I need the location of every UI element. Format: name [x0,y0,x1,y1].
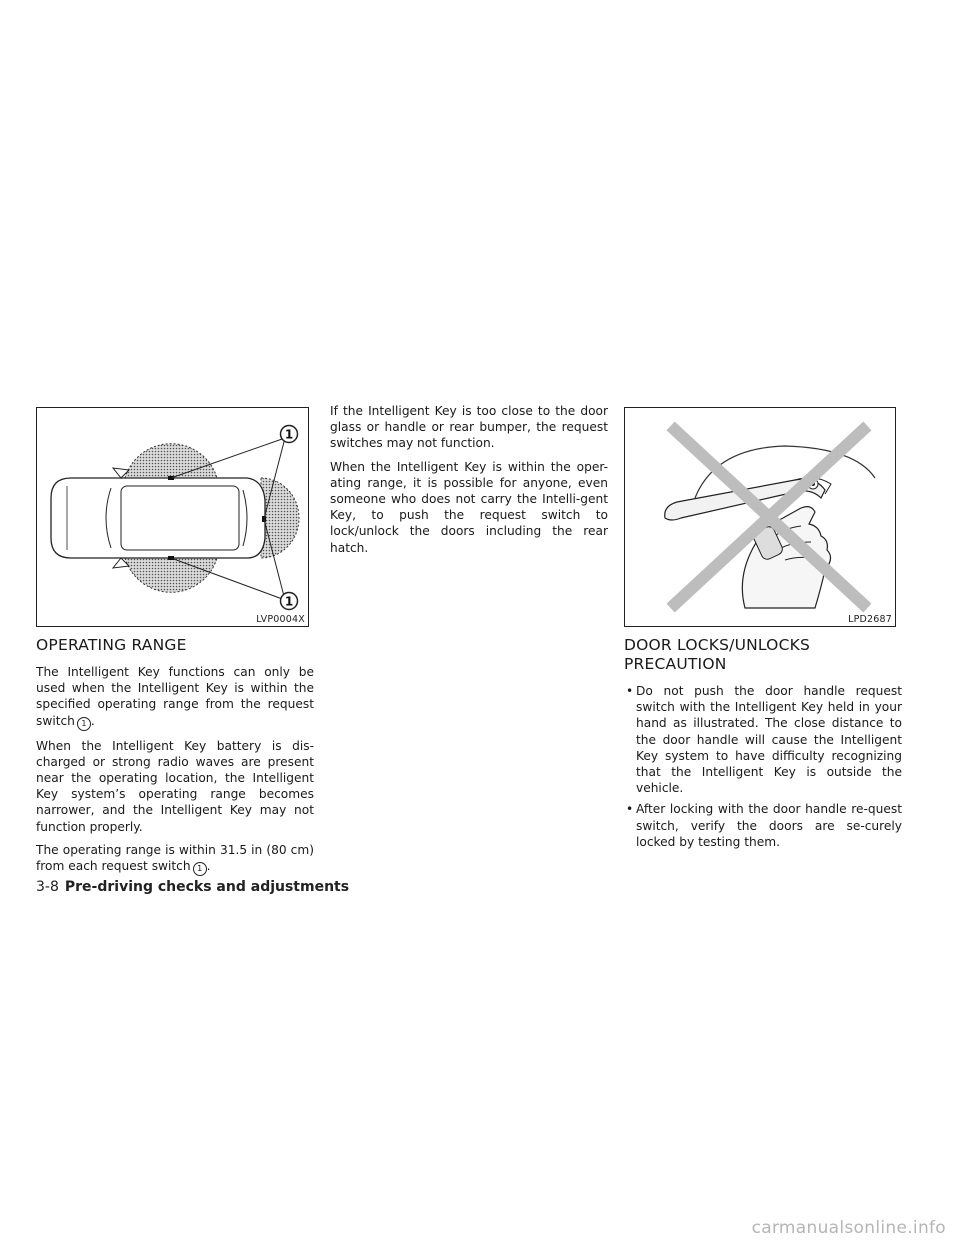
svg-text:1: 1 [284,427,294,442]
rear-range-zone [261,478,299,558]
door-handle-figure [624,407,896,627]
callout-1-badge: 1 [77,717,91,731]
svg-text:1: 1 [284,594,294,609]
paragraph: When the Intelligent Key is within the oper-ating range, it is possible for anyone, even someone who does not carry the Intelli-gent Key, to push the request switch to lock/unlock the doors including the rear hatch. [330,459,608,555]
door-handle-illustration [625,408,895,626]
figure-code: LVP0004X [256,614,305,625]
paragraph: When the Intelligent Key battery is dis-charged or strong radio waves are present near the operating location, the Intelligent Key system’s operating range becomes narrower, and the Intelligent Key may not function properly. [36,738,314,834]
range-notes-section [330,403,608,563]
figure-code: LPD2687 [848,614,892,625]
section-heading: OPERATING RANGE [36,636,187,654]
paragraph: The Intelligent Key functions can only be used when the Intelligent Key is within the specified operating range from the request switch 1 . [36,664,314,731]
page-number: 3-8 [36,879,59,895]
door-locks-section [624,636,902,855]
car-roof [121,486,239,550]
page-footer [36,878,349,896]
operating-range-figure [36,407,309,627]
callout-1-badge: 1 [193,862,207,876]
list-item: • Do not push the door handle request switch with the Intelligent Key held in your hand as illustrated. The close distance to the door handle will cause the Intelligent Key system to have difficulty recognizing that the Intelligent Key is outside the vehicle. [624,683,902,796]
paragraph: If the Intelligent Key is too close to the door glass or handle or rear bumper, the request switches may not function. [330,404,608,451]
section-title: Pre-driving checks and adjustments [64,879,350,895]
operating-range-diagram [37,408,308,626]
right-range-zone [125,558,217,592]
operating-range-section [36,636,314,883]
watermark: carmanualsonline.info [751,1218,946,1238]
left-range-zone [125,444,217,478]
precaution-list [624,683,902,850]
list-item: • After locking with the door handle re-quest switch, verify the doors are se-curely locked by testing them. [624,801,902,850]
section-heading: DOOR LOCKS/UNLOCKS PRECAUTION [624,636,811,673]
paragraph: The operating range is within 31.5 in (80 cm) from each request switch 1 . [36,842,314,876]
